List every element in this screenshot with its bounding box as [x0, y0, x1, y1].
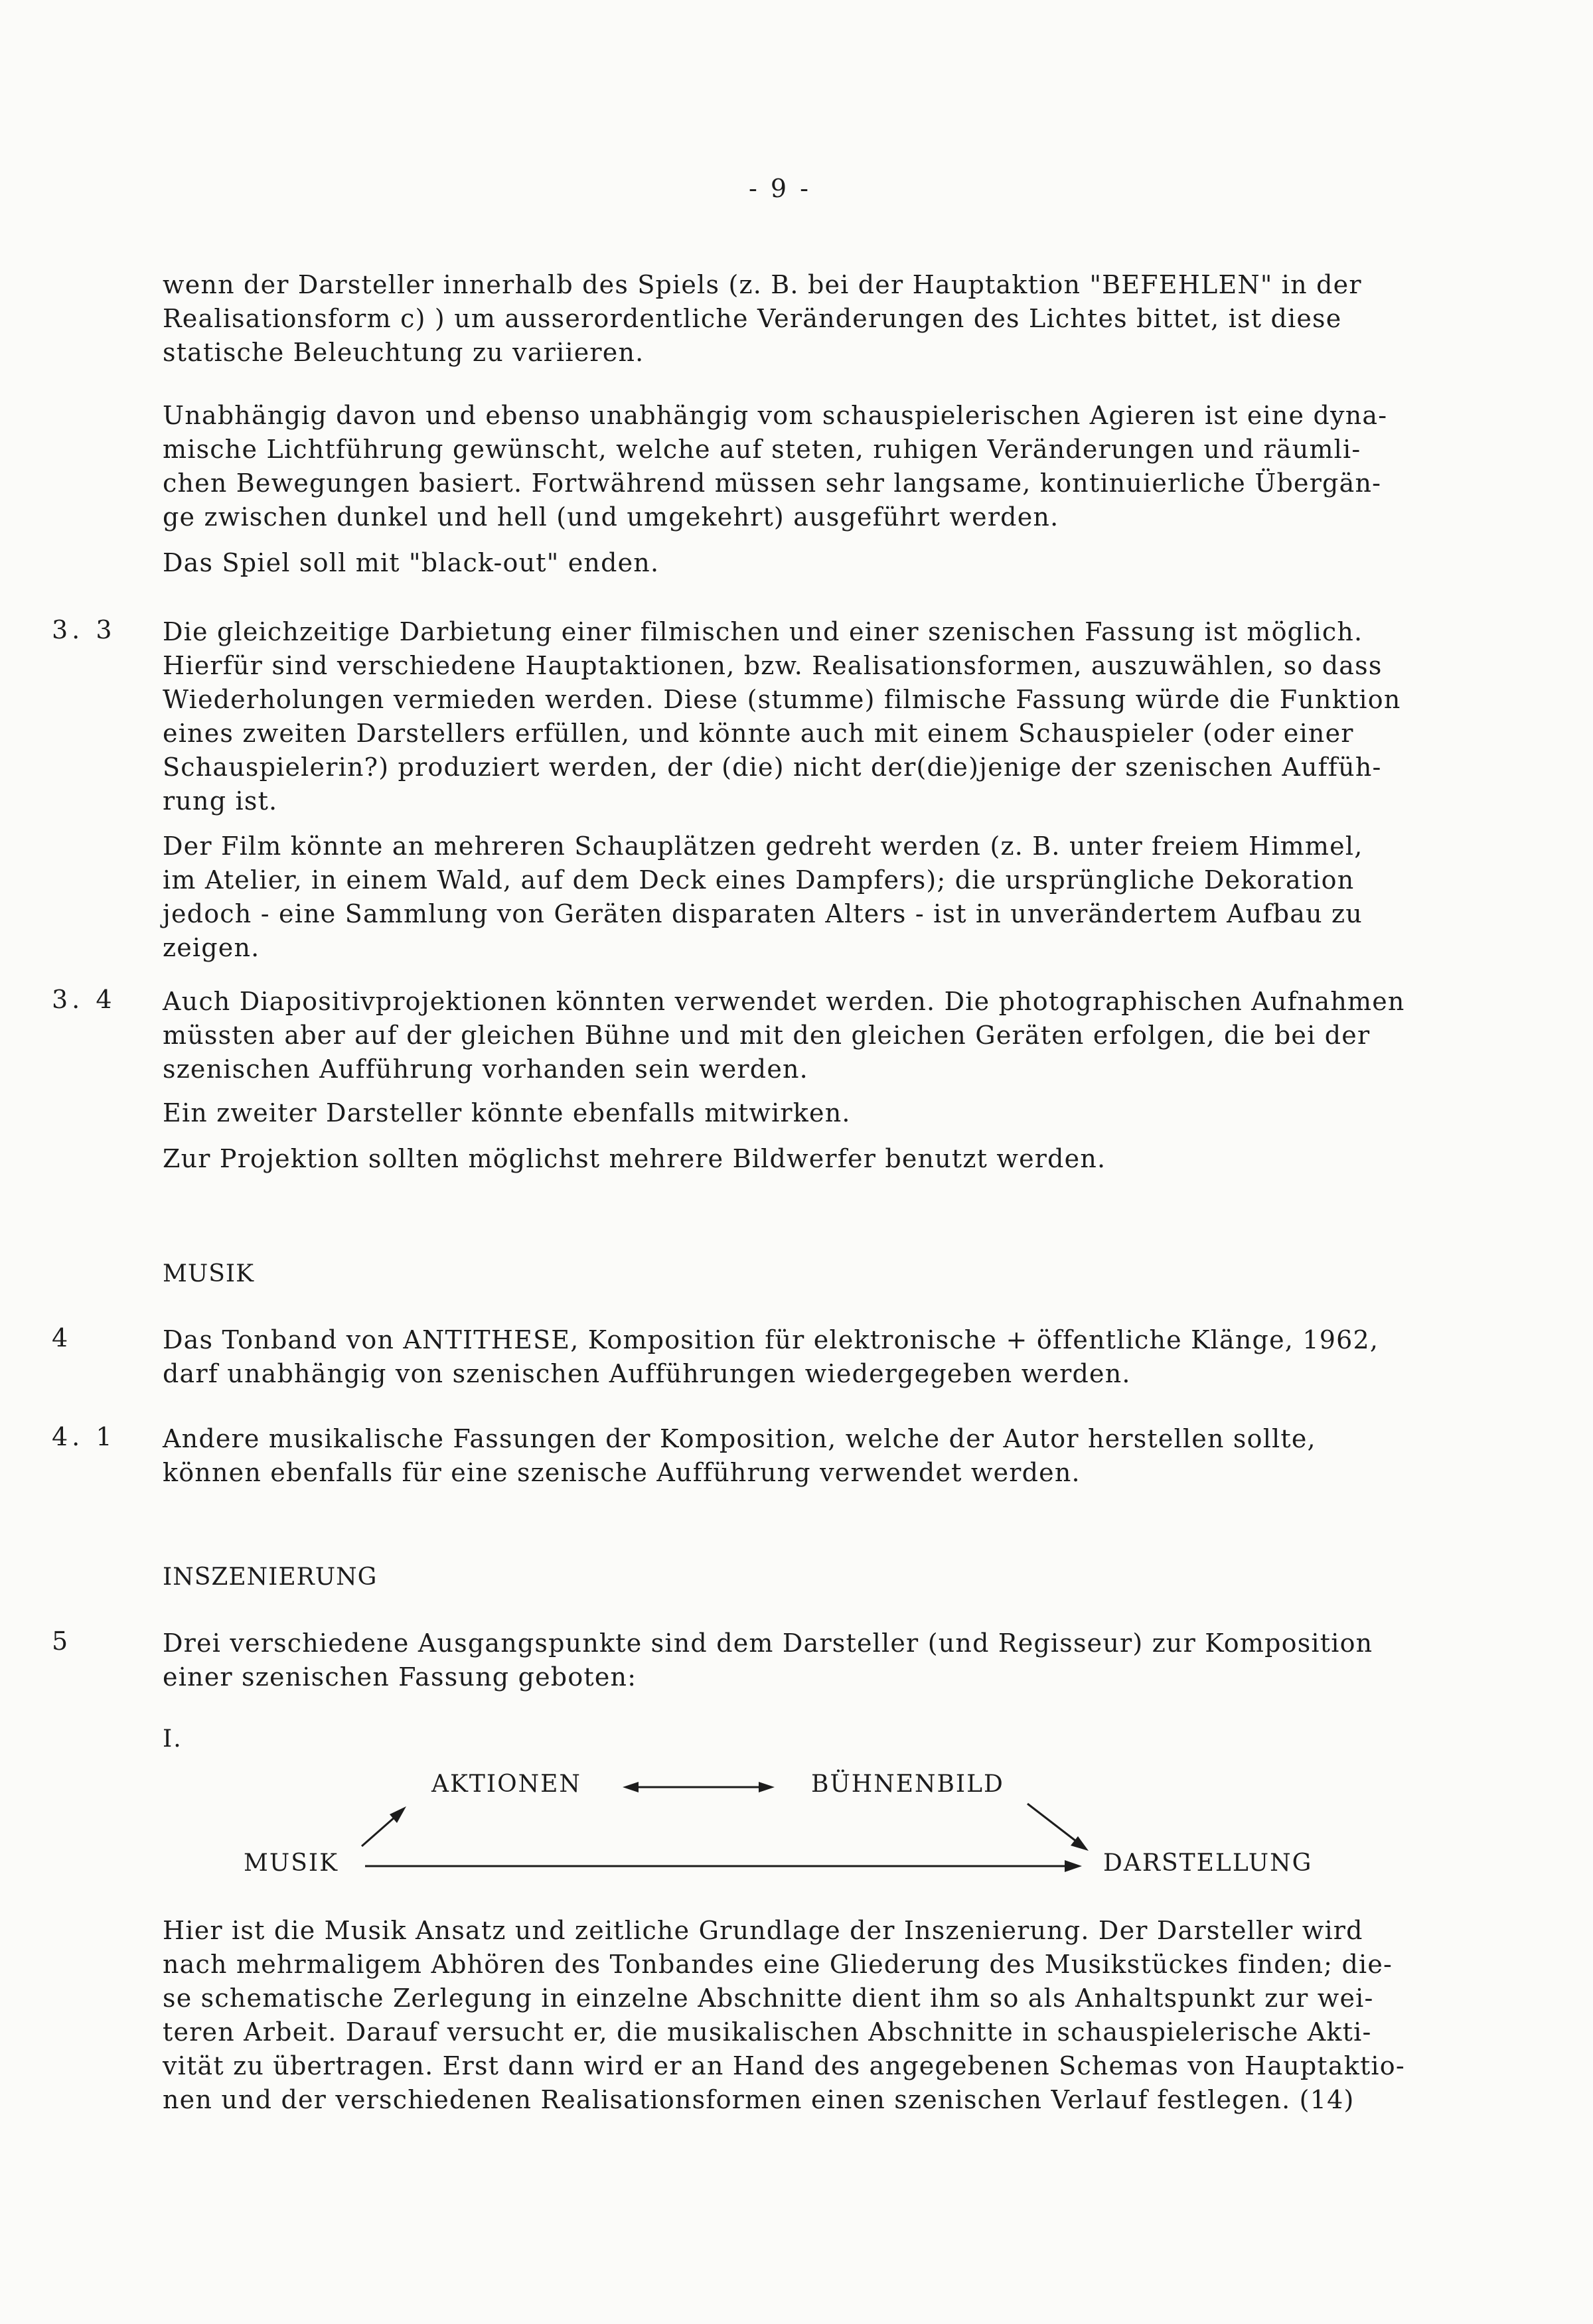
text-line: mische Lichtführung gewünscht, welche auf steten, ruhigen Veränderungen und räumli- [163, 435, 1361, 464]
text-line: Das Spiel soll mit "black-out" enden. [163, 548, 660, 577]
text-line: Ein zweiter Darsteller könnte ebenfalls mitwirken. [163, 1098, 851, 1127]
arrow-musik-to-darstellung [365, 1860, 1082, 1872]
text-line: Hierfür sind verschiedene Hauptaktionen, bzw. Realisationsformen, auszuwählen, so dass [163, 651, 1383, 680]
paragraph-musik-ansatz [163, 1914, 1450, 2117]
text-line: jedoch - eine Sammlung von Geräten disparaten Alters - ist in unverändertem Aufbau zu [163, 899, 1363, 928]
text-line: Die gleichzeitige Darbietung einer filmischen und einer szenischen Fassung ist möglich. [163, 617, 1363, 646]
text-line: Drei verschiedene Ausgangspunkte sind dem Darsteller (und Regisseur) zur Komposition [163, 1629, 1373, 1658]
text-line: Wiederholungen vermieden werden. Diese (stumme) filmische Fassung würde die Funktion [163, 685, 1401, 714]
section-number-4: 4 [52, 1323, 72, 1352]
section-number-3-4: 3. 4 [52, 985, 116, 1014]
text-line: darf unabhängig von szenischen Aufführungen wiedergegeben werden. [163, 1359, 1131, 1388]
diagram-node-darstellung: DARSTELLUNG [1103, 1850, 1313, 1877]
heading-musik: MUSIK [163, 1260, 254, 1287]
text-line: nach mehrmaligem Abhören des Tonbandes eine Gliederung des Musikstückes finden; die- [163, 1950, 1393, 1979]
text-line: rung ist. [163, 786, 278, 816]
text-line: eines zweiten Darstellers erfüllen, und könnte auch mit einem Schauspieler (oder einer [163, 719, 1354, 748]
text-line: Schauspielerin?) produziert werden, der (die) nicht der(die)jenige der szenischen Auffüh- [163, 753, 1382, 782]
arrow-buehnenbild-to-darstellung [1027, 1804, 1089, 1851]
text-line: vität zu übertragen. Erst dann wird er an Hand des angegebenen Schemas von Hauptaktio- [163, 2051, 1405, 2080]
arrow-musik-to-aktionen [362, 1806, 406, 1846]
text-line: se schematische Zerlegung in einzelne Abschnitte dient ihm so als Anhaltspunkt zur wei- [163, 1984, 1374, 2013]
text-line: müssten aber auf der gleichen Bühne und mit den gleichen Geräten erfolgen, die bei der [163, 1021, 1371, 1050]
section-number-5: 5 [52, 1627, 72, 1656]
text-line: Andere musikalische Fassungen der Komposition, welche der Autor herstellen sollte, [163, 1424, 1316, 1453]
diagram-node-buehnenbild: BÜHNENBILD [811, 1771, 1004, 1798]
text-line: Der Film könnte an mehreren Schauplätzen gedreht werden (z. B. unter freiem Himmel, [163, 832, 1363, 861]
text-line: einer szenischen Fassung geboten: [163, 1662, 637, 1692]
text-line: Unabhängig davon und ebenso unabhängig vom schauspielerischen Agieren ist eine dyna- [163, 401, 1388, 430]
section-number-3-3: 3. 3 [52, 615, 116, 644]
diagram-node-aktionen: AKTIONEN [431, 1771, 581, 1798]
arrow-aktionen-buehnenbild [623, 1782, 775, 1792]
text-line: chen Bewegungen basiert. Fortwährend müssen sehr langsame, kontinuierliche Übergän- [163, 469, 1382, 498]
text-line: szenischen Aufführung vorhanden sein werden. [163, 1054, 808, 1084]
text-line: Das Tonband von ANTITHESE, Komposition für elektronische + öffentliche Klänge, 1962, [163, 1325, 1379, 1354]
text-line: wenn der Darsteller innerhalb des Spiels (z. B. bei der Hauptaktion "BEFEHLEN" in der [163, 270, 1362, 299]
text-line: Zur Projektion sollten möglichst mehrere Bildwerfer benutzt werden. [163, 1144, 1106, 1173]
text-line: Auch Diapositivprojektionen könnten verwendet werden. Die photographischen Aufnahmen [163, 987, 1405, 1016]
diagram-label: I. [163, 1725, 183, 1753]
text-line: im Atelier, in einem Wald, auf dem Deck eines Dampfers); die ursprüngliche Dekoration [163, 865, 1355, 895]
text-line: zeigen. [163, 933, 260, 962]
text-line: können ebenfalls für eine szenische Aufführung verwendet werden. [163, 1458, 1081, 1487]
text-line: ge zwischen dunkel und hell (und umgekehrt) ausgeführt werden. [163, 502, 1059, 532]
heading-inszenierung: INSZENIERUNG [163, 1563, 378, 1591]
text-line: Realisationsform c) ) um ausserordentliche Veränderungen des Lichtes bittet, ist diese [163, 304, 1342, 333]
diagram-node-musik: MUSIK [244, 1850, 339, 1877]
text-line: teren Arbeit. Darauf versucht er, die musikalischen Abschnitte in schauspielerische Akti- [163, 2017, 1372, 2047]
section-number-4-1: 4. 1 [52, 1422, 116, 1451]
text-line: statische Beleuchtung zu variieren. [163, 338, 645, 367]
text-line: nen und der verschiedenen Realisationsformen einen szenischen Verlauf festlegen. (14) [163, 2085, 1355, 2114]
text-line: Hier ist die Musik Ansatz und zeitliche Grundlage der Inszenierung. Der Darsteller wird [163, 1916, 1363, 1945]
page-number: - 9 - [748, 174, 811, 203]
